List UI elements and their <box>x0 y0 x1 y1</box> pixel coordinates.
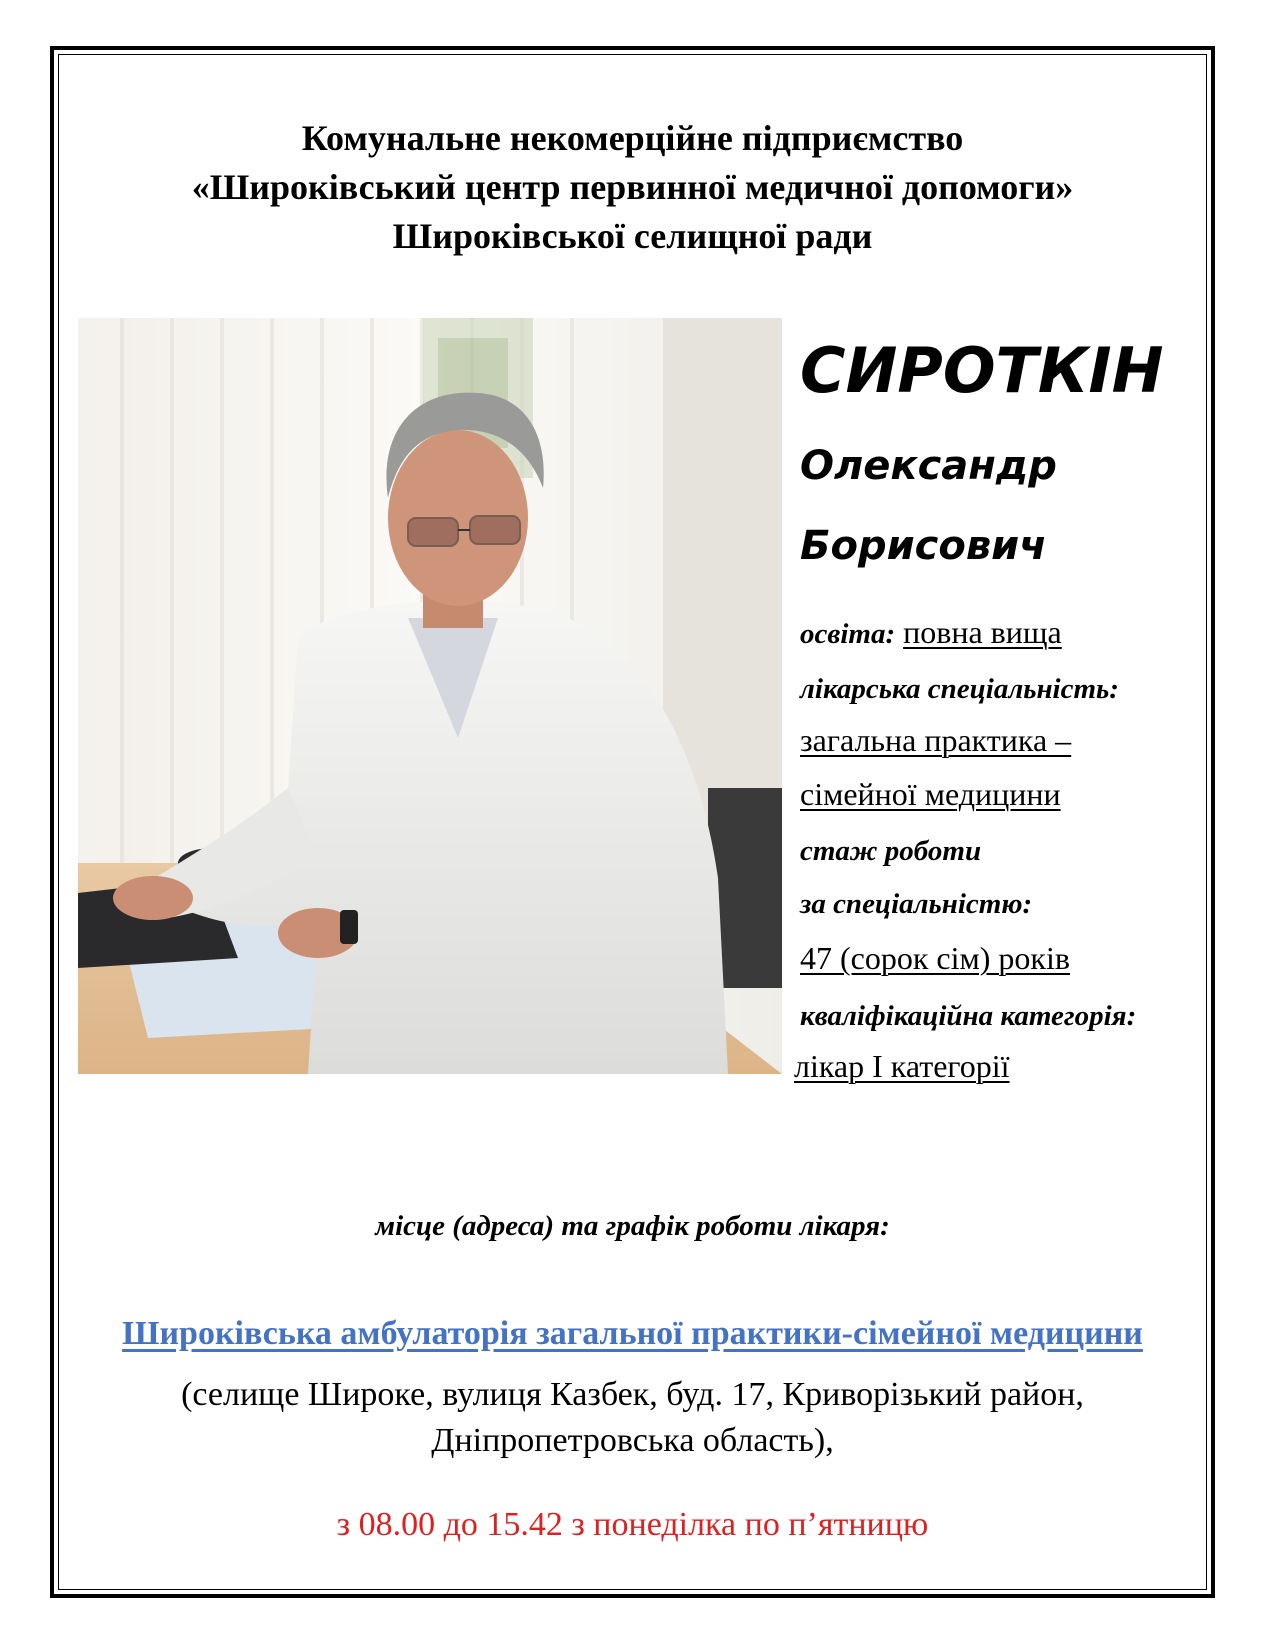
experience-value: 47 (сорок сім) років <box>800 940 1070 976</box>
experience-value-row <box>800 938 1070 978</box>
address-line-2: Дніпропетровська область), <box>431 1422 834 1459</box>
specialty-label: лікарська спеціальність: <box>800 673 1119 705</box>
specialty-value-line-2: сімейної медицини <box>800 776 1061 812</box>
experience-label-line-1: стаж роботи <box>800 835 982 867</box>
organization-line-2: «Широківський центр первинної медичної допомоги» <box>191 167 1074 207</box>
experience-label-row-2 <box>800 882 1032 924</box>
specialty-value-line-1: загальна практика – <box>800 722 1072 758</box>
schedule-title: місце (адреса) та графік роботи лікаря: <box>375 1210 890 1242</box>
organization-line-1: Комунальне некомерційне підприємство <box>301 118 964 158</box>
address-line-1: (селище Широке, вулиця Казбек, буд. 17, Криворізький район, <box>181 1376 1084 1413</box>
organization-header <box>60 114 1205 261</box>
clinic-address <box>60 1372 1205 1464</box>
clinic-link[interactable]: Широківська амбулаторія загальної практики-сімейної медицини <box>122 1315 1143 1352</box>
specialty-value-row-1 <box>800 720 1071 760</box>
category-value-row <box>794 1046 1010 1086</box>
doctor-photo <box>78 318 782 1074</box>
education-value: повна вища <box>903 614 1062 650</box>
working-hours: з 08.00 до 15.42 з понеділка по п’ятницю <box>336 1506 929 1543</box>
organization-line-3: Широківської селищної ради <box>392 216 873 256</box>
education-label: освіта: <box>800 618 896 650</box>
experience-label-row-1 <box>800 829 981 871</box>
specialty-label-row <box>800 667 1119 709</box>
specialty-value-row-2 <box>800 774 1061 814</box>
experience-label-line-2: за спеціальністю: <box>800 888 1033 920</box>
category-value: лікар І категорії <box>794 1048 1010 1084</box>
education-row <box>800 612 1062 654</box>
category-label-row <box>800 994 1136 1036</box>
doctor-patronymic: Борисович <box>800 523 1047 569</box>
category-label: кваліфікаційна категорія: <box>800 1000 1137 1032</box>
doctor-first-name: Олександр <box>800 443 1057 489</box>
doctor-surname: СИРОТКІН <box>800 334 1164 407</box>
